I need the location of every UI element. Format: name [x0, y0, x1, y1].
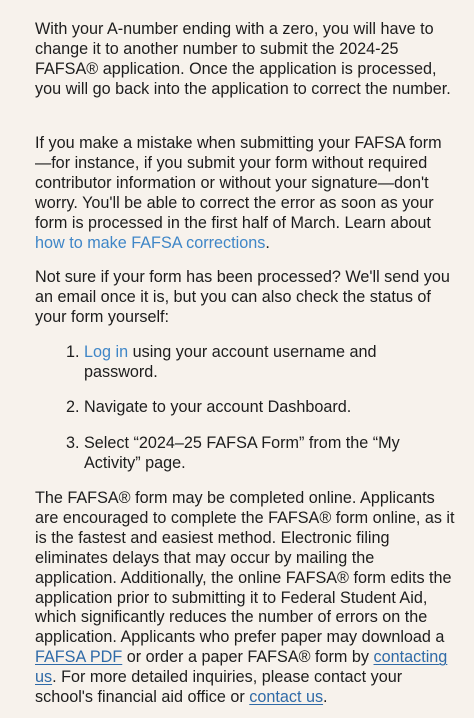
corrections-period: .: [265, 233, 270, 252]
list-item-number: 2.: [66, 398, 80, 416]
list-item-text: Select “2024–25 FAFSA Form” from the “My Activity” page.: [84, 434, 400, 472]
log-in-link[interactable]: Log in: [84, 343, 129, 361]
a-number-paragraph: With your A-number ending with a zero, you will have to change it to another number to submit the 2024-25 FAFSA® application. Once the application is processed, you will go back into the application to correct the number.: [35, 20, 451, 98]
online-filing-text: The FAFSA® form may be completed online. Applicants are encouraged to complete the FAFSA® form online, as it is the fastest and easiest method. Electronic filing eliminates delays that may occur by mailing the application. Additionally, the online FAFSA® form edits the application prior to submitting it to Federal Student Aid, which significantly reduces the number of errors on the application. Applicants who prefer paper may download a: [35, 489, 455, 647]
list-item-text: Navigate to your account Dashboard.: [84, 398, 352, 416]
list-item-number: 1.: [66, 343, 80, 361]
fafsa-pdf-link[interactable]: FAFSA PDF: [35, 648, 123, 667]
closing-period: .: [323, 688, 328, 707]
online-filing-paragraph: [35, 489, 455, 708]
list-item-text: [84, 343, 424, 383]
list-item-number: 3.: [66, 434, 80, 452]
paper-form-text: or order a paper FAFSA® form by: [122, 648, 374, 667]
log-in-step-text: using your account username and password.: [84, 343, 377, 381]
status-check-paragraph: Not sure if your form has been processed? We'll send you an email once it is, but you can also check the status of your form yourself:: [35, 268, 450, 326]
corrections-text: If you make a mistake when submitting your FAFSA form —for instance, if you submit your form without required contributor information or without your signature—don't worry. You'll be able to correct the error as soon as your form is processed in the first half of March. Learn about: [35, 134, 442, 232]
corrections-paragraph: [35, 134, 455, 253]
fafsa-corrections-link[interactable]: how to make FAFSA corrections: [35, 233, 266, 252]
contacting-us-link[interactable]: contacting us: [35, 648, 448, 687]
contact-us-link[interactable]: contact us: [249, 688, 324, 707]
inquiries-text: . For more detailed inquiries, please contact your school's financial aid office or: [35, 668, 403, 707]
